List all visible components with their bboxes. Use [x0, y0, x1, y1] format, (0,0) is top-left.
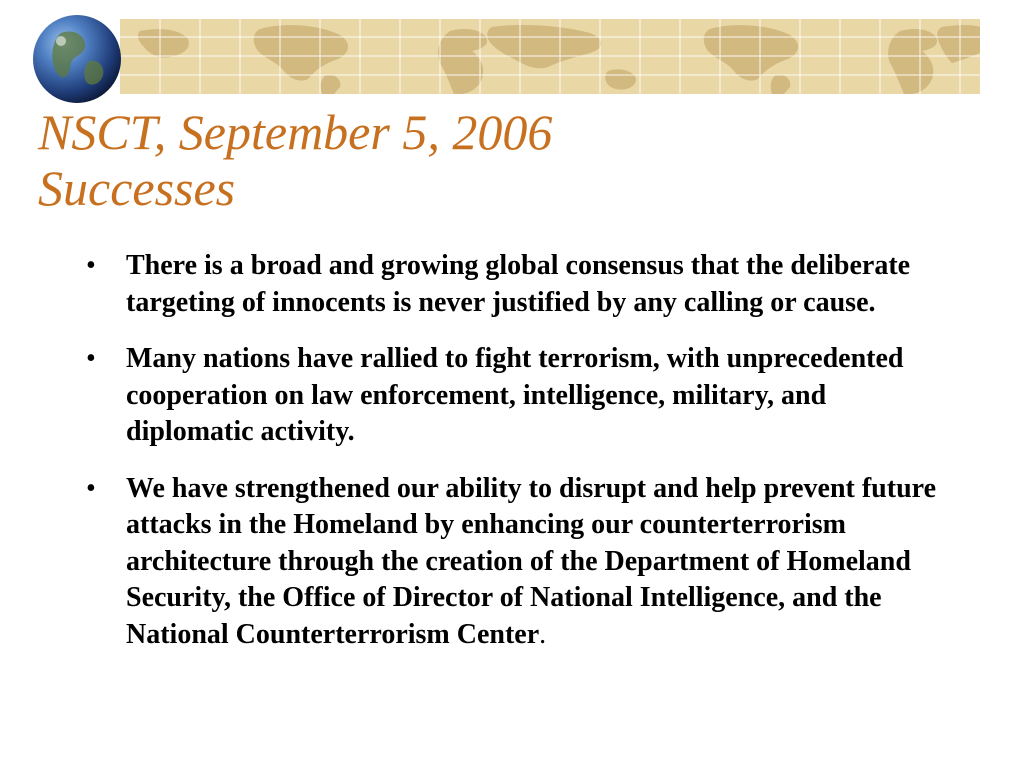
bullet-item: [86, 341, 946, 451]
slide-title-line-1: NSCT, September 5, 2006: [38, 104, 553, 160]
bullet-text-period: .: [539, 618, 547, 650]
bullet-icon: •: [86, 472, 96, 504]
bullet-item: [86, 248, 946, 321]
bullet-list: [86, 248, 946, 673]
world-map-icon: [120, 19, 980, 94]
bullet-item: [86, 471, 946, 654]
bullet-text: We have strengthened our ability to disrupt and help prevent future attacks in the Homeland by enhancing our counterterrorism architecture through the creation of the Department of Homeland Security, the Office of Director of National Intelligence, and the National Counterterrorism Center: [126, 472, 937, 650]
globe-icon: [31, 13, 123, 105]
bullet-text: There is a broad and growing global consensus that the deliberate targeting of innocents is never justified by any calling or cause.: [126, 250, 911, 318]
slide-title: [38, 104, 552, 216]
bullet-icon: •: [86, 343, 96, 374]
slide-title-line-2: Successes: [38, 160, 236, 216]
bullet-text: Many nations have rallied to fight terrorism, with unprecedented cooperation on law enforcement, intelligence, military, and diplomatic activity.: [126, 343, 904, 447]
bullet-icon: •: [86, 250, 96, 281]
